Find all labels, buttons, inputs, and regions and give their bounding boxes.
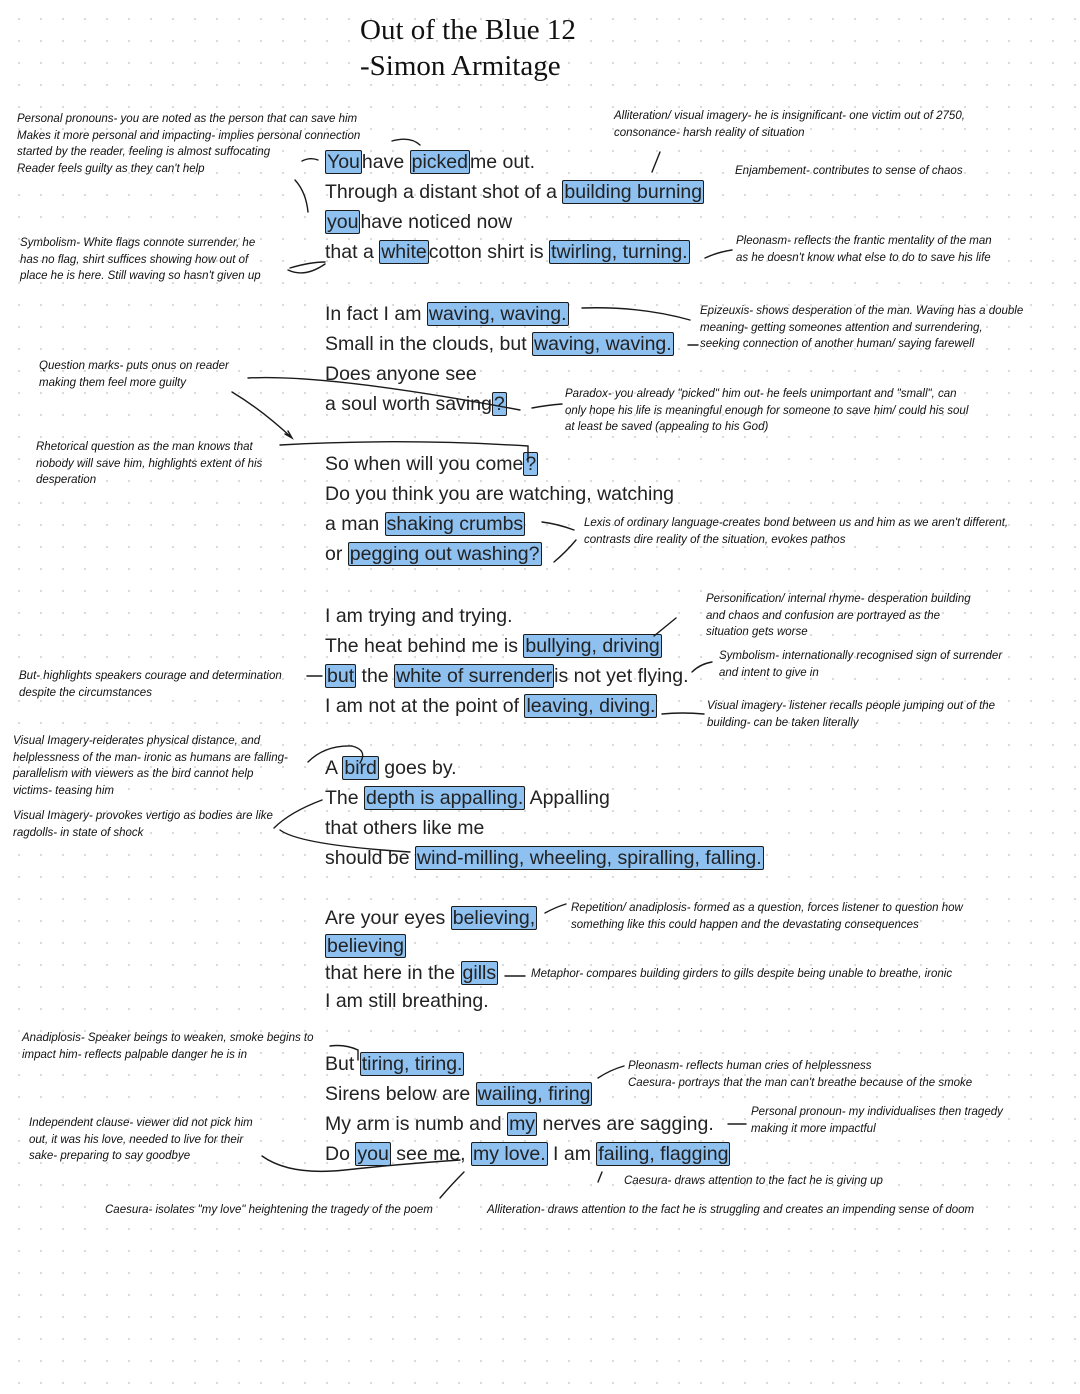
arrow-symbolism2	[692, 662, 712, 672]
note-personal-pronouns	[17, 111, 360, 177]
highlighted-phrase: wind-milling, wheeling, spiralling, falling.	[417, 847, 762, 869]
note-line: Caesura- draws attention to the fact he is giving up	[624, 1175, 883, 1187]
note-line: Rhetorical question as the man knows that	[36, 441, 253, 453]
highlighted-phrase: shaking crumbs	[386, 513, 524, 535]
note-line: desperation	[36, 474, 97, 486]
poem-text: I am	[547, 1143, 597, 1165]
poem-line	[325, 694, 657, 718]
note-paradox	[565, 386, 968, 436]
arrow-epizeuxis-1	[582, 308, 690, 320]
poem-text: The	[325, 787, 365, 809]
note-line: Lexis of ordinary language-creates bond between us and him as we aren't different,	[584, 517, 1009, 529]
poem-text: a soul worth saving	[325, 393, 492, 415]
poem-text: is not yet flying.	[554, 665, 689, 687]
poem-line	[325, 512, 525, 536]
note-line: Question marks- puts onus on reader	[39, 360, 229, 372]
note-line: Caesura- isolates "my love" heightening the tragedy of the poem	[105, 1204, 433, 1216]
note-line: sake- preparing to say goodbye	[29, 1150, 191, 1162]
note-symbolism-white-flags	[20, 235, 261, 285]
poem-line	[325, 846, 764, 870]
highlighted-phrase: leaving, diving.	[526, 695, 656, 717]
arrow-pleonasm2	[598, 1066, 624, 1078]
poem-line	[325, 302, 569, 326]
arrow-lexis-2	[554, 540, 576, 562]
note-line: and chaos and confusion are portrayed as the	[706, 609, 940, 622]
note-line: nobody will save him, highlights extent of his	[36, 457, 263, 470]
arrow-caesura-my-love	[440, 1172, 464, 1198]
poem-line	[325, 786, 610, 810]
highlighted-phrase: you	[327, 211, 359, 233]
note-line: Personification/ internal rhyme- desperation building	[706, 593, 971, 605]
note-line: at least be saved (appealing to his God)	[565, 421, 769, 433]
poem-text: But	[325, 1053, 360, 1075]
highlighted-phrase: you	[357, 1143, 389, 1165]
note-line: But- highlights speakers courage and determination	[19, 670, 282, 682]
note-line: Epizeuxis- shows desperation of the man. Waving has a double	[700, 305, 1024, 317]
poem-text: the	[356, 665, 395, 687]
poem-text: that a	[325, 241, 380, 263]
poem-line	[325, 634, 662, 658]
highlighted-phrase: ?	[493, 393, 505, 415]
note-caesura-giving-up	[624, 1173, 883, 1190]
poem-line	[325, 756, 457, 780]
highlighted-phrase: my love.	[473, 1143, 546, 1165]
note-line: Visual Imagery- provokes vertigo as bodies are like	[13, 810, 273, 822]
poem-line	[325, 210, 512, 234]
note-repetition-anadiplosis	[571, 900, 963, 933]
note-line: started by the reader, feeling is almost suffocating	[17, 146, 271, 158]
note-caesura-my-love	[105, 1202, 433, 1219]
note-line: seeking connection of another human/ saying farewell	[700, 338, 975, 350]
poem-text: a man	[325, 513, 385, 535]
highlighted-phrase: picked	[411, 151, 468, 173]
poem-text: I am not at the point of	[325, 695, 525, 717]
note-visual-imagery-leaving	[707, 698, 995, 731]
poem-text: see me,	[390, 1143, 472, 1165]
note-line: Anadiplosis- Speaker beings to weaken, smoke begins to	[22, 1032, 314, 1044]
poem-line	[325, 604, 513, 628]
poem-line	[325, 180, 704, 204]
highlighted-phrase: white of surrender	[396, 665, 553, 687]
note-line: despite the circumstances	[19, 686, 152, 699]
note-line: as he doesn't know what else to do to save his life	[736, 251, 991, 264]
poem-text: In fact I am	[325, 303, 427, 325]
poem-line	[325, 1142, 730, 1166]
highlighted-phrase: gills	[462, 962, 497, 984]
note-line: Pleonasm- reflects human cries of helplessness	[628, 1060, 872, 1072]
highlighted-phrase: waving, waving.	[534, 333, 672, 355]
note-personification	[706, 591, 971, 641]
poem-text: My arm is numb and	[325, 1113, 508, 1135]
poem-author: -Simon Armitage	[360, 50, 561, 82]
arrow-repetition	[545, 904, 566, 913]
highlighted-phrase: twirling, turning.	[551, 241, 688, 263]
note-line: helplessness of the man- ironic as humans are falling-	[13, 751, 288, 764]
poem-text: me out.	[469, 151, 536, 173]
note-line: impact him- reflects palpable danger he is in	[22, 1048, 248, 1061]
note-visual-imagery-bird	[13, 733, 288, 799]
note-lexis	[584, 515, 1008, 548]
poem-text: A	[325, 757, 343, 779]
poem-line	[325, 989, 489, 1013]
highlighted-phrase: failing, flagging	[598, 1143, 729, 1165]
highlighted-phrase: wailing, firing	[477, 1083, 591, 1105]
note-line: Makes it more personal and impacting- implies personal connection	[17, 129, 361, 142]
poem-text: Do	[325, 1143, 356, 1165]
note-line: out, it was his love, needed to live for their	[29, 1133, 244, 1146]
highlighted-phrase: tiring, tiring.	[361, 1053, 463, 1075]
note-line: Personal pronouns- you are noted as the person that can save him	[17, 113, 358, 125]
note-line: making them feel more guilty	[39, 376, 187, 389]
poem-text: Small in the clouds, but	[325, 333, 533, 355]
arrow-caesura-giving-up	[598, 1172, 602, 1182]
note-line: Enjambement- contributes to sense of chaos	[735, 165, 963, 177]
poem-text: nerves are sagging.	[537, 1113, 714, 1135]
poem-text: Are your eyes	[325, 907, 451, 929]
note-line: parallelism with viewers as the bird cannot help	[13, 768, 254, 780]
highlighted-phrase: pegging out washing?	[349, 543, 540, 565]
note-line: Metaphor- compares building girders to gills despite being unable to breathe, ironic	[531, 968, 953, 980]
highlighted-phrase: waving, waving.	[428, 303, 567, 325]
note-rhetorical-question	[36, 439, 262, 489]
note-line: only hope his life is meaningful enough for someone to save him/ could his soul	[565, 404, 969, 417]
note-line: Symbolism- internationally recognised sign of surrender	[719, 650, 1003, 662]
note-line: making it more impactful	[751, 1122, 876, 1135]
poem-text: The heat behind me is	[325, 635, 524, 657]
poem-line	[325, 664, 689, 688]
poem-line	[325, 1112, 714, 1136]
arrow-alliteration	[652, 152, 660, 172]
poem-line	[325, 934, 406, 958]
poem-text: I am trying and trying.	[325, 605, 513, 627]
note-pleonasm-caesura	[628, 1058, 972, 1091]
highlighted-phrase: bird	[344, 757, 377, 779]
poem-text: I am still breathing.	[325, 989, 489, 1012]
poem-text: Sirens below are	[325, 1083, 476, 1105]
arrow-paradox	[532, 404, 562, 408]
note-line: Alliteration- draws attention to the fact he is struggling and creates an impending sense of doom	[487, 1204, 975, 1216]
note-line: building- can be taken literally	[707, 716, 859, 729]
note-line: victims- teasing him	[13, 784, 114, 797]
arrow-symbolism	[288, 262, 325, 273]
poem-line	[325, 392, 507, 416]
note-line: situation gets worse	[706, 626, 808, 638]
poem-text: So when will you come	[325, 453, 524, 475]
highlighted-phrase: but	[327, 665, 355, 687]
note-line: Symbolism- White flags connote surrender, he	[20, 237, 256, 249]
arrow-pleonasm	[705, 250, 732, 258]
poem-line	[325, 240, 690, 264]
note-line: Caesura- portrays that the man can't breathe because of the smoke	[628, 1076, 973, 1089]
poem-line	[325, 332, 674, 356]
poem-line	[325, 452, 538, 476]
poem-text: Do you think you are watching, watching	[325, 483, 675, 505]
highlighted-phrase: believing	[327, 934, 404, 957]
note-line: something like this could happen and the devastating consequences	[571, 918, 919, 931]
note-symbolism-surrender	[719, 648, 1002, 681]
poem-text: Through a distant shot of a	[325, 181, 563, 203]
note-line: Repetition/ anadiplosis- formed as a question, forces listener to question how	[571, 902, 963, 914]
poem-line	[325, 1082, 592, 1106]
note-line: and intent to give in	[719, 666, 819, 679]
note-alliteration-doom	[487, 1202, 974, 1219]
poem-line	[325, 816, 484, 840]
poem-title: Out of the Blue 12	[360, 14, 576, 46]
arrow-pronouns-1	[392, 139, 420, 145]
note-pleonasm-frantic	[736, 233, 992, 266]
note-line: consonance- harsh reality of situation	[614, 126, 805, 139]
note-line: Reader feels guilty as they can't help	[17, 162, 205, 175]
note-line: ragdolls- in state of shock	[13, 826, 144, 839]
note-but	[19, 668, 282, 701]
arrow-visual-leaving	[662, 713, 704, 714]
poem-text: Appalling	[525, 787, 610, 809]
poem-text: that here in the	[325, 962, 461, 984]
note-enjambement	[735, 163, 963, 180]
note-line: Pleonasm- reflects the frantic mentality of the man	[736, 235, 992, 247]
poem-text: have noticed now	[360, 211, 513, 233]
note-epizeuxis	[700, 303, 1023, 353]
poem-line	[325, 362, 477, 386]
note-line: Independent clause- viewer did not pick him	[29, 1117, 253, 1129]
poem-text: cotton shirt is	[428, 241, 550, 263]
note-alliteration-visual-imagery	[614, 108, 965, 141]
note-line: Paradox- you already "picked" him out- he feels unimportant and "small", can	[565, 388, 957, 400]
note-line: Personal pronoun- my individualises then tragedy	[751, 1106, 1003, 1118]
note-personal-pronoun-my	[751, 1104, 1003, 1137]
poem-line	[325, 482, 674, 506]
note-line: has no flag, shirt suffices showing how out of	[20, 253, 249, 266]
poem-line	[325, 1052, 464, 1076]
note-visual-imagery-vertigo	[13, 808, 273, 841]
note-metaphor	[531, 966, 952, 983]
poem-text: goes by.	[378, 757, 457, 779]
poem-text: Does anyone see	[325, 363, 477, 385]
poem-text: have	[361, 151, 410, 173]
arrow-lexis-1	[542, 522, 574, 530]
note-line: meaning- getting someones attention and surrendering,	[700, 321, 983, 334]
poem-line	[325, 542, 542, 566]
highlighted-phrase: believing,	[452, 907, 536, 929]
highlighted-phrase: white	[381, 241, 427, 263]
poem-text: should be	[325, 847, 415, 869]
poem-line	[325, 906, 537, 930]
note-line: contrasts dire reality of the situation, evokes pathos	[584, 533, 846, 546]
highlighted-phrase: bullying, driving	[525, 635, 660, 657]
note-line: Alliteration/ visual imagery- he is insignificant- one victim out of 2750,	[614, 110, 965, 122]
highlighted-phrase: You	[327, 151, 360, 173]
poem-line	[325, 961, 498, 985]
note-line: Visual imagery- listener recalls people jumping out of the	[707, 700, 996, 712]
highlighted-phrase: building burning	[564, 181, 703, 203]
highlighted-phrase: ?	[525, 453, 537, 475]
arrow-rhetorical	[232, 392, 292, 438]
note-line: Visual Imagery-reiderates physical distance, and	[13, 735, 261, 747]
note-anadiplosis	[22, 1030, 314, 1063]
highlighted-phrase: depth is appalling.	[366, 787, 524, 809]
note-independent-clause	[29, 1115, 253, 1165]
poem-text: that others like me	[325, 817, 485, 839]
poem-text: or	[325, 543, 348, 565]
note-line: place he is here. Still waving so hasn't given up	[20, 270, 261, 282]
highlighted-phrase: my	[509, 1113, 536, 1135]
arrow-pronouns-3	[295, 180, 308, 212]
note-question-marks	[39, 358, 229, 391]
